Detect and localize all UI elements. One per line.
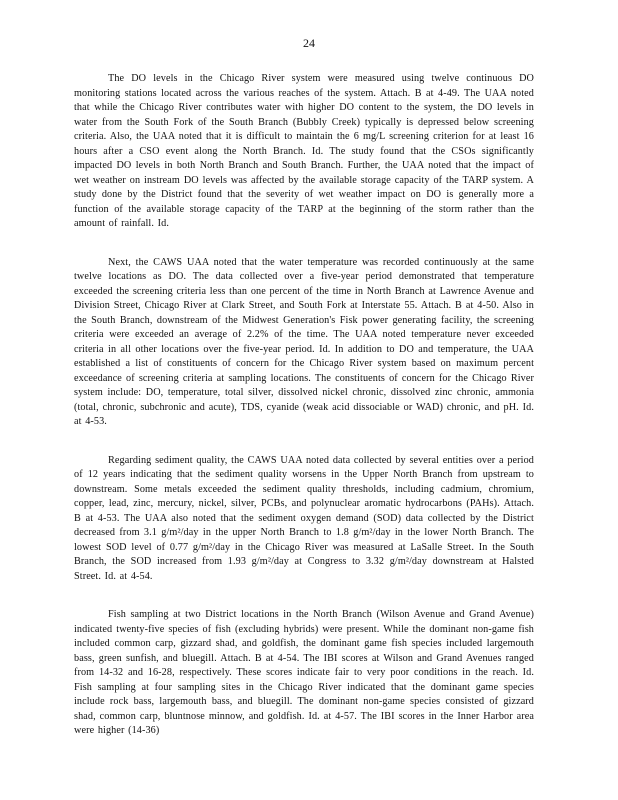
paragraph-do-levels: The DO levels in the Chicago River system were measured using twelve continuous DO monitoring stations located across the various reaches of the system. Attach. B at 4-49. The UAA noted that while the Chicago River contributes water with higher DO content to the system, the DO levels in water from the South Fork of the South Branch (Bubbly Creek) typically is depressed below screening criteria. Also, the UAA noted that it is difficult to maintain the 6 mg/L screening criterion for at least 16 hours after a CSO event along the North Branch. Id. The study found that the CSOs significantly impacted DO levels in both North Branch and South Branch. Further, the UAA noted that the impact of wet weather on instream DO levels was affected by the available storage capacity of the TARP system. A study done by the District found that the severity of wet weather impact on DO is generally more a function of the available storage capacity of the TARP at the beginning of the storm rather than the amount of rainfall. Id. [74, 73, 534, 229]
paragraph-temperature: Next, the CAWS UAA noted that the water temperature was recorded continuously at the same twelve locations as DO. The data collected over a five-year period demonstrated that temperature exceeded the screening criteria less than one percent of the time in North Branch at Lawrence Avenue and Division Street, Chicago River at Clark Street, and South Fork at Interstate 55. Attach. B at 4-50. Also in the South Branch, downstream of the Midwest Generation's Fisk power generating facility, the screening criteria were exceeded an average of 2.2% of the time. The UAA noted temperature never exceeded criteria in all other locations over the five-year period. Id. In addition to DO and temperature, the UAA established a list of constituents of concern for the Chicago River system based on maximum percent exceedance of screening criteria at sampling locations. The constituents of concern for the Chicago River system include: DO, temperature, total silver, dissolved nickel chronic, dissolved zinc chronic, ammonia (total, chronic, subchronic and acute), TDS, cyanide (weak acid dissociable or WAD) chronic, and pH. Id. at 4-53. [74, 256, 534, 427]
page-number: 24 [303, 36, 315, 50]
paragraph-sediment: Regarding sediment quality, the CAWS UAA noted data collected by several entities over a period of 12 years indicating that the sediment quality worsens in the Upper North Branch from upstream to downstream. Some metals exceeded the sediment quality thresholds, including cadmium, chromium, copper, lead, zinc, mercury, nickel, silver, PCBs, and polynuclear aromatic hydrocarbons (PAHs). Attach. B at 4-53. The UAA also noted that the sediment oxygen demand (SOD) data collected by the District decreased from 3.1 g/m²/day in the upper North Branch to 1.8 g/m²/day in the lower North Branch. The lowest SOD level of 0.77 g/m²/day in the Chicago River was measured at LaSalle Street. In the South Branch, the SOD increased from 1.93 g/m²/day at Congress to 3.32 g/m²/day downstream at Halsted Street. Id. at 4-54. [74, 454, 534, 582]
paragraph-fish-sampling: Fish sampling at two District locations in the North Branch (Wilson Avenue and Grand Avenue) indicated twenty-five species of fish (excluding hybrids) were present. While the dominant non-game fish included common carp, gizzard shad, and goldfish, the dominant game fish species included largemouth bass, green sunfish, and bluegill. Attach. B at 4-54. The IBI scores at Wilson and Grand Avenues ranged from 14-32 and 16-28, respectively. These scores indicate fair to very poor conditions in the reach. Id. Fish sampling at four sampling sites in the Chicago River indicated that the dominant game species include rock bass, largemouth bass, and bluegill. The dominant non-game species consisted of gizzard shad, common carp, bluntnose minnow, and goldfish. Id. at 4-57. The IBI scores in the Inner Harbor area were higher (14-36) [74, 609, 534, 736]
body-text [74, 72, 534, 763]
